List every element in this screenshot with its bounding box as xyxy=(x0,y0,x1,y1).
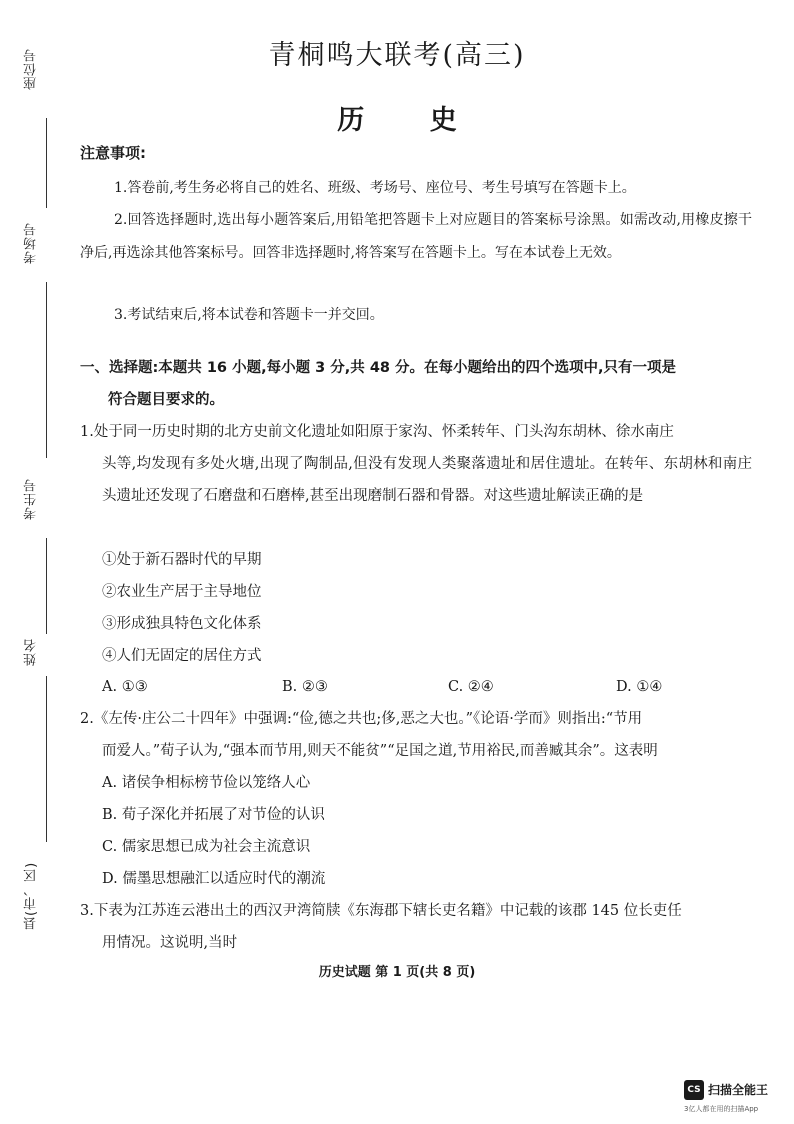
question-1-stem-rest: 头等,均发现有多处火塘,出现了陶制品,但没有发现人类聚落遗址和居住遗址。在转年、东胡林和南庄头遗址还发现了石磨盘和石磨棒,甚至出现磨制石器和骨器。对这些遗址解读正确的是 xyxy=(102,456,752,504)
scanner-watermark xyxy=(684,1078,794,1118)
question-2-option-d: D. 儒墨思想融汇以适应时代的潮流 xyxy=(102,871,326,887)
exam-room-label: 考场号 xyxy=(24,222,39,264)
notice-item-3: 3.考试结束后,将本试卷和答题卡一并交回。 xyxy=(114,307,384,323)
notice-item-1: 1.答卷前,考生务必将自己的姓名、班级、考场号、座位号、考生号填写在答题卡上。 xyxy=(114,180,636,196)
question-2-option-b: B. 荀子深化并拓展了对节俭的认识 xyxy=(102,807,325,823)
question-2-option-c: C. 儒家思想已成为社会主流意识 xyxy=(102,839,311,855)
section-heading-line1: 一、选择题:本题共 16 小题,每小题 3 分,共 48 分。在每小题给出的四个选项中,只有一项是 xyxy=(80,360,677,376)
scanner-app-name: 扫描全能王 xyxy=(708,1083,769,1097)
question-3-stem-rest: 用情况。这说明,当时 xyxy=(102,935,238,951)
question-1-statement-1: ①处于新石器时代的早期 xyxy=(102,552,262,568)
question-2-option-a: A. 诸侯争相标榜节俭以笼络人心 xyxy=(102,775,311,791)
question-1-statement-2: ②农业生产居于主导地位 xyxy=(102,584,262,600)
question-1-statement-3: ③形成独具特色文化体系 xyxy=(102,616,262,632)
question-3-stem xyxy=(80,895,752,959)
exam-room-line xyxy=(46,282,47,458)
question-1-option-a: A. ①③ xyxy=(102,679,148,695)
question-1-option-d: D. ①④ xyxy=(616,679,663,695)
exam-title: 青桐鸣大联考(高三) xyxy=(268,40,526,71)
question-1-options xyxy=(102,671,722,703)
subject-title: 历 史 xyxy=(337,105,485,136)
student-id-label: 考生号 xyxy=(24,478,39,520)
question-1-stem xyxy=(80,416,752,512)
scanner-tagline: 3亿人都在用的扫描App xyxy=(684,1105,759,1113)
question-1-stem-line1: 1.处于同一历史时期的北方史前文化遗址如阳原于家沟、怀柔转年、门头沟东胡林、徐水南庄 xyxy=(80,424,674,440)
question-2-stem-line1: 2.《左传·庄公二十四年》中强调:“俭,德之共也;侈,恶之大也。”《论语·学而》则指出:“节用 xyxy=(80,711,643,727)
seat-number-label: 座位号 xyxy=(24,48,39,90)
student-id-line xyxy=(46,538,47,634)
name-line xyxy=(46,676,47,842)
section-heading xyxy=(80,352,752,416)
question-1-option-b: B. ②③ xyxy=(282,679,328,695)
question-1-option-c: C. ②④ xyxy=(448,679,494,695)
question-2-stem-rest: 而爱人。”荀子认为,“强本而节用,则天不能贫”“足国之道,节用裕民,而善臧其余”。这表明 xyxy=(102,743,658,759)
county-label: 县(市、区) xyxy=(24,861,39,930)
page-footer: 历史试题 第 1 页(共 8 页) xyxy=(318,965,476,980)
scanner-logo-icon: CS xyxy=(684,1080,704,1100)
question-1-statement-4: ④人们无固定的居住方式 xyxy=(102,648,262,664)
notice-heading: 注意事项: xyxy=(80,144,146,162)
question-3-stem-line1: 3.下表为江苏连云港出土的西汉尹湾简牍《东海郡下辖长吏名籍》中记载的该郡 145 位长吏任 xyxy=(80,903,682,919)
question-2-stem xyxy=(80,703,752,767)
name-label: 姓名 xyxy=(24,638,39,666)
notice-item-2: 2.回答选择题时,选出每小题答案后,用铅笔把答题卡上对应题目的答案标号涂黑。如需改动,用橡皮擦干净后,再选涂其他答案标号。回答非选择题时,将答案写在答题卡上。写在本试卷上无效。 xyxy=(80,212,752,261)
section-heading-line2: 符合题目要求的。 xyxy=(108,392,224,408)
